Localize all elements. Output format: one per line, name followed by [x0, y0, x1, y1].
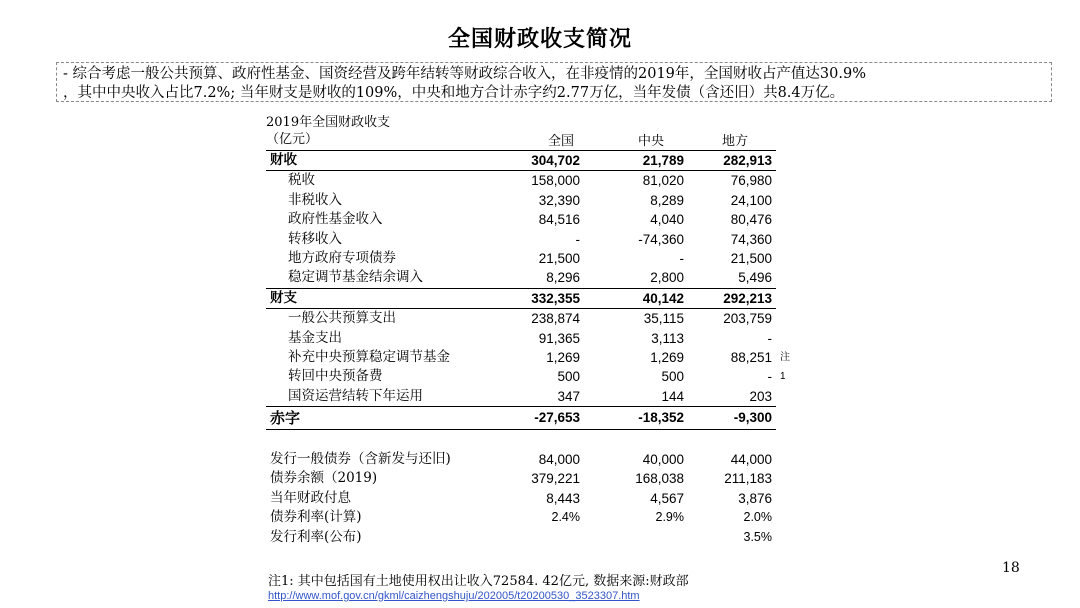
value-national: 91,365 [538, 330, 580, 346]
revenue-total-row [266, 151, 776, 171]
row-label: 一般公共预算支出 [288, 310, 396, 327]
col-header-central: 中央 [637, 134, 664, 149]
table-caption [266, 114, 776, 150]
row-label: 赤字 [270, 409, 301, 428]
row-label: 发行一般债券（含新发与还旧) [270, 451, 451, 468]
table-row [266, 367, 776, 386]
value-local: - [767, 330, 772, 346]
value-central: 35,115 [643, 311, 684, 327]
page-number: 18 [1002, 560, 1020, 576]
value-local: 24,100 [730, 192, 772, 208]
row-label: 基金支出 [288, 329, 342, 346]
row-label: 转回中央预备费 [288, 368, 383, 385]
value-national: 347 [557, 388, 580, 404]
value-national: 84,516 [538, 212, 580, 228]
value-central: 168,038 [635, 471, 684, 487]
table-row [266, 508, 776, 527]
value-central: 40,142 [642, 290, 684, 306]
value-central: 2,800 [650, 270, 684, 286]
value-local: - [767, 369, 772, 385]
value-local: 3,876 [738, 490, 772, 506]
value-local: 2.0% [743, 510, 772, 525]
value-central: -74,360 [638, 231, 684, 247]
table-row [266, 309, 776, 328]
value-national: 158,000 [531, 173, 580, 189]
value-local: 203,759 [723, 311, 772, 327]
value-central: 1,269 [650, 349, 684, 365]
value-national: 379,221 [531, 471, 580, 487]
table-row [266, 191, 776, 210]
value-national: 8,296 [546, 270, 580, 286]
expenditure-total-row [266, 289, 776, 309]
value-central: 4,040 [650, 212, 684, 228]
table-row [266, 489, 776, 508]
value-central: -18,352 [638, 410, 684, 426]
source-link[interactable]: http://www.mof.gov.cn/gkml/caizhengshuju/202005/t20200530_3523307.htm [268, 590, 640, 602]
value-national: 1,269 [546, 349, 580, 365]
summary-box [56, 62, 1052, 102]
value-local: 88,251 [730, 349, 772, 365]
value-central: 8,289 [650, 192, 684, 208]
row-label: 转移收入 [288, 230, 342, 247]
table-row [266, 528, 776, 547]
table-row [266, 171, 776, 190]
row-label: 政府性基金收入 [288, 211, 383, 228]
table-row [266, 210, 776, 229]
value-national: - [575, 231, 580, 247]
slide-title: 全国财政收支简况 [447, 26, 632, 52]
value-central: 2.9% [655, 510, 684, 525]
summary-line-2: ，其中中央收入占比7.2%; 当年财支是财收的109%，中央和地方合计赤字约2.77万亿，当年发债（含还旧）共8.4万亿。 [63, 85, 845, 101]
value-central: 40,000 [642, 452, 684, 468]
value-central: - [679, 250, 684, 266]
value-national: 304,702 [531, 153, 580, 168]
value-local: 44,000 [730, 452, 772, 468]
deficit-row [266, 407, 776, 430]
row-label: 非税收入 [288, 191, 342, 208]
table-row [266, 230, 776, 249]
value-central: 144 [661, 388, 684, 404]
row-label: 税收 [288, 172, 315, 189]
value-central: 81,020 [642, 173, 684, 189]
row-label: 当年财政付息 [270, 489, 351, 506]
value-local: 3.5% [743, 529, 772, 544]
value-local: 76,980 [730, 173, 772, 189]
value-local: 203 [749, 388, 772, 404]
value-central: 21,789 [642, 153, 684, 168]
footnote: 注1: 其中包括国有土地使用权出让收入72584. 42亿元, 数据来源:财政部 [268, 574, 689, 589]
value-national: 238,874 [531, 311, 580, 327]
row-label: 债券余额（2019) [270, 470, 378, 487]
value-national: 32,390 [538, 192, 580, 208]
value-local: 211,183 [724, 471, 772, 487]
value-local: 292,213 [723, 290, 772, 306]
table-row [266, 249, 776, 268]
value-national: -27,653 [534, 410, 580, 426]
table-row [266, 450, 776, 469]
value-national: 8,443 [546, 490, 580, 506]
row-label: 债券利率(计算) [270, 509, 362, 526]
row-label: 稳定调节基金结余调入 [288, 269, 423, 286]
table-row [266, 469, 776, 488]
value-local: 5,496 [738, 270, 772, 286]
row-label: 地方政府专项债券 [288, 249, 396, 266]
value-central: 500 [661, 369, 684, 385]
row-label: 发行利率(公布) [270, 528, 362, 545]
caption-unit: （亿元） [266, 132, 319, 147]
value-central: 3,113 [651, 330, 684, 346]
fiscal-table [266, 114, 790, 547]
table-row [266, 387, 776, 407]
value-local: -9,300 [733, 410, 772, 426]
row-label: 财收 [270, 152, 297, 168]
value-local: 80,476 [730, 212, 772, 228]
col-header-national: 全国 [547, 134, 574, 149]
spacer [266, 430, 776, 450]
value-national: 84,000 [538, 452, 580, 468]
table-row [266, 268, 776, 288]
caption-title: 2019年全国财政收支 [266, 115, 391, 130]
value-central: 4,567 [650, 490, 684, 506]
value-local: 282,913 [723, 153, 772, 168]
value-local: 21,500 [730, 250, 772, 266]
value-national: 500 [557, 369, 580, 385]
row-label: 财支 [270, 289, 297, 306]
row-label: 国资运营结转下年运用 [288, 387, 423, 404]
value-national: 21,500 [538, 250, 580, 266]
table-row [266, 329, 776, 348]
row-label: 补充中央预算稳定调节基金 [288, 348, 450, 365]
summary-line-1: - 综合考虑一般公共预算、政府性基金、国资经营及跨年结转等财政综合收入，在非疫情的2019年，全国财收占产值达30.9% [63, 66, 866, 82]
value-national: 2.4% [551, 510, 580, 525]
value-national: 332,355 [531, 290, 580, 306]
note-marker: 注1 [780, 351, 790, 383]
col-header-local: 地方 [721, 134, 748, 149]
value-local: 74,360 [730, 231, 772, 247]
